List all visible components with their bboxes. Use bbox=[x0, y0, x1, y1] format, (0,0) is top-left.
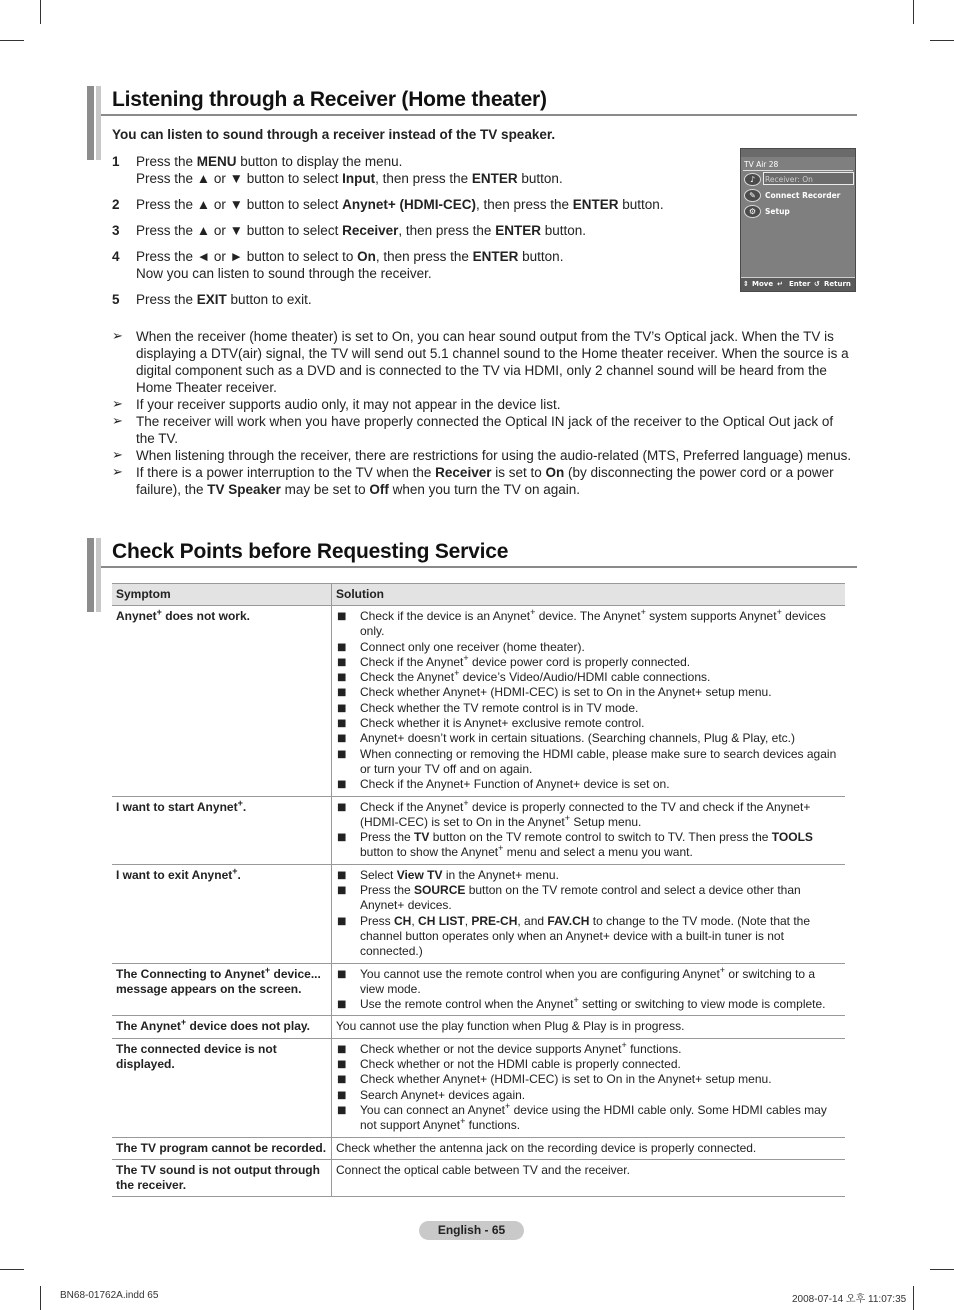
note-arrow-icon: ➢ bbox=[112, 414, 123, 429]
solution-item: ■ Press CH, CH LIST, PRE-CH, and FAV.CH to change to the TV mode. (Note that the channel button operates only when an Anynet+ device with a built-in tuner is not connected.) bbox=[337, 913, 811, 959]
step-item bbox=[112, 248, 712, 282]
section-intro: You can listen to sound through a receiver instead of the TV speaker. bbox=[112, 127, 556, 142]
solution-item: ■ Press the TV button on the TV remote control to switch to TV. Then press the TOOLS button to show the Anynet+ menu and select a menu you want. bbox=[337, 830, 813, 860]
step-number: 5 bbox=[112, 292, 120, 307]
note-item: ➢ When listening through the receiver, there are restrictions for using the audio-related (MTS, Preferred language) menus. bbox=[112, 448, 852, 463]
solution-item: ■ Press the SOURCE button on the TV remote control and select a device other than Anynet+ devices. bbox=[337, 883, 801, 913]
solution-item: ■ Check the Anynet+ device’s Video/Audio/HDMI cable connections. bbox=[337, 668, 711, 685]
crop-mark bbox=[930, 40, 954, 41]
enter-icon: ↵ bbox=[777, 280, 783, 288]
steps-list bbox=[112, 153, 712, 317]
osd-item-connect-recorder: Connect Recorder bbox=[765, 191, 841, 200]
note-item: ➢ The receiver will work when you have properly connected the Optical IN jack of the receiver to the Optical Out jack of the TV. bbox=[112, 414, 834, 446]
crop-mark bbox=[0, 1269, 24, 1270]
solution-item: ■ Connect only one receiver (home theater). bbox=[337, 639, 585, 654]
note-item: ➢ If your receiver supports audio only, it may not appear in the device list. bbox=[112, 397, 561, 412]
solution-item: ■ Check whether or not the HDMI cable is properly connected. bbox=[337, 1057, 681, 1072]
table-row bbox=[112, 606, 845, 797]
bullet-icon: ■ bbox=[337, 656, 347, 668]
solution-item: ■ Search Anynet+ devices again. bbox=[337, 1087, 526, 1102]
column-header-solution: Solution bbox=[332, 584, 846, 606]
print-timestamp: 2008-07-14 오후 11:07:35 bbox=[792, 1294, 907, 1305]
symptom-cell: The Connecting to Anynet+ device... message appears on the screen. bbox=[112, 963, 332, 1016]
bullet-icon: ■ bbox=[337, 1104, 347, 1116]
bullet-icon: ■ bbox=[337, 748, 347, 760]
step-line: Press the MENU button to display the menu. bbox=[136, 154, 403, 169]
solution-item: ■ Check whether the TV remote control is in TV mode. bbox=[337, 700, 639, 715]
step-item bbox=[112, 222, 712, 239]
bullet-icon: ■ bbox=[337, 672, 347, 684]
tv-menu-screenshot bbox=[740, 148, 856, 292]
step-line: Press the ▲ or ▼ button to select Input, then press the ENTER button. bbox=[136, 171, 563, 186]
step-line: Press the EXIT button to exit. bbox=[136, 292, 312, 307]
solution-item: ■ Check whether it is Anynet+ exclusive remote control. bbox=[337, 716, 645, 731]
return-icon: ↺ bbox=[814, 280, 820, 288]
check-points-table bbox=[112, 583, 845, 1197]
solution-item: ■ Check if the Anynet+ Function of Anynet+ device is set on. bbox=[337, 777, 670, 792]
bullet-icon: ■ bbox=[337, 999, 347, 1011]
table-header-row bbox=[112, 584, 845, 606]
step-line: Press the ▲ or ▼ button to select Anynet+ (HDMI-CEC), then press the ENTER button. bbox=[136, 197, 664, 212]
bullet-icon: ■ bbox=[337, 1043, 347, 1055]
bullet-icon: ■ bbox=[337, 869, 347, 881]
note-arrow-icon: ➢ bbox=[112, 329, 123, 344]
solution-item: ■ You cannot use the remote control when you are configuring Anynet+ or switching to a view mode. bbox=[337, 964, 816, 996]
step-item bbox=[112, 196, 712, 213]
step-number: 3 bbox=[112, 223, 120, 238]
step-item bbox=[112, 291, 712, 308]
bullet-icon: ■ bbox=[337, 702, 347, 714]
symptom-cell: The Anynet+ device does not play. bbox=[112, 1016, 332, 1038]
symptom-cell: The TV sound is not output through the receiver. bbox=[112, 1159, 332, 1197]
crop-mark bbox=[930, 1269, 954, 1270]
step-number: 4 bbox=[112, 249, 120, 264]
symptom-cell: The connected device is not displayed. bbox=[112, 1038, 332, 1137]
note-arrow-icon: ➢ bbox=[112, 465, 123, 480]
notes-list bbox=[112, 328, 854, 498]
column-header-symptom: Symptom bbox=[112, 584, 332, 606]
solution-cell: You cannot use the play function when Plug & Play is in progress. bbox=[332, 1016, 846, 1038]
crop-mark bbox=[913, 0, 914, 24]
solution-cell bbox=[332, 963, 846, 1016]
symptom-cell: The TV program cannot be recorded. bbox=[112, 1137, 332, 1159]
symptom-cell: I want to start Anynet+. bbox=[112, 796, 332, 864]
crop-mark bbox=[40, 1286, 41, 1310]
solution-item: ■ Check whether Anynet+ (HDMI-CEC) is set to On in the Anynet+ setup menu. bbox=[337, 1072, 772, 1087]
solution-cell bbox=[332, 606, 846, 797]
section-title: Listening through a Receiver (Home theater) bbox=[112, 88, 547, 111]
bullet-icon: ■ bbox=[337, 801, 347, 813]
step-line: Press the ▲ or ▼ button to select Receiver, then press the ENTER button. bbox=[136, 223, 586, 238]
bullet-icon: ■ bbox=[337, 885, 347, 897]
recorder-icon: ✎ bbox=[744, 189, 761, 202]
table-row bbox=[112, 864, 845, 963]
solution-cell bbox=[332, 1038, 846, 1137]
bullet-icon: ■ bbox=[337, 733, 347, 745]
table-row bbox=[112, 1038, 845, 1137]
table-row bbox=[112, 1159, 845, 1197]
bullet-icon: ■ bbox=[337, 687, 347, 699]
speaker-icon: ♪ bbox=[744, 173, 761, 186]
note-arrow-icon: ➢ bbox=[112, 397, 123, 412]
page-number: English - 65 bbox=[419, 1221, 524, 1240]
note-arrow-icon: ➢ bbox=[112, 448, 123, 463]
osd-footer bbox=[741, 277, 855, 291]
solution-item: ■ You can connect an Anynet+ device using the HDMI cable only. Some HDMI cables may not support Anynet+ functions. bbox=[337, 1100, 827, 1133]
solution-item: ■ Check if the Anynet+ device is properly connected to the TV and check if the Anynet+ (HDMI-CEC) is set to On in the Anynet+ Setup menu. bbox=[337, 797, 811, 829]
bullet-icon: ■ bbox=[337, 641, 347, 653]
bullet-icon: ■ bbox=[337, 1074, 347, 1086]
osd-item-setup: Setup bbox=[765, 207, 790, 216]
bullet-icon: ■ bbox=[337, 718, 347, 730]
osd-return: Return bbox=[824, 280, 851, 288]
step-number: 1 bbox=[112, 154, 120, 169]
solution-item: ■ Check whether or not the device supports Anynet+ functions. bbox=[337, 1039, 682, 1056]
bullet-icon: ■ bbox=[337, 832, 347, 844]
gear-icon: ⚙ bbox=[744, 205, 761, 218]
osd-item-receiver: Receiver: On bbox=[765, 175, 813, 184]
solution-item: ■ Anynet+ doesn’t work in certain situations. (Searching channels, Plug & Play, etc.) bbox=[337, 731, 796, 746]
solution-item: ■ Check if the device is an Anynet+ device. The Anynet+ system supports Anynet+ devices only. bbox=[337, 607, 826, 639]
step-line: Now you can listen to sound through the receiver. bbox=[136, 266, 432, 281]
note-item: ➢ When the receiver (home theater) is set to On, you can hear sound output from the TV’s Optical jack. When the TV is displaying a DTV(air) signal, the TV will send out 5.1 channel sound to the Home theater receiver. When the source is a digital component such as a DVD and is connected to the TV via HDMI, only 2 channel sound will be heard from the Home Theater receiver. bbox=[112, 329, 849, 395]
bullet-icon: ■ bbox=[337, 611, 347, 622]
table-row bbox=[112, 1016, 845, 1038]
symptom-cell: I want to exit Anynet+. bbox=[112, 864, 332, 963]
table-row bbox=[112, 1137, 845, 1159]
print-file-name: BN68-01762A.indd 65 bbox=[60, 1290, 159, 1301]
solution-item: ■ Check if the Anynet+ device power cord is properly connected. bbox=[337, 652, 691, 669]
osd-enter: Enter bbox=[789, 280, 811, 288]
bullet-icon: ■ bbox=[337, 915, 347, 927]
solution-cell: Check whether the antenna jack on the recording device is properly connected. bbox=[332, 1137, 846, 1159]
step-item bbox=[112, 153, 712, 187]
table-row bbox=[112, 796, 845, 864]
note-item: ➢ If there is a power interruption to the TV when the Receiver is set to On (by disconnecting the power cord or a power failure), the TV Speaker may be set to Off when you turn the TV on again. bbox=[112, 465, 834, 497]
crop-mark bbox=[40, 0, 41, 24]
section-title: Check Points before Requesting Service bbox=[112, 540, 509, 563]
osd-move: Move bbox=[752, 280, 774, 288]
step-line: Press the ◄ or ► button to select to On, then press the ENTER button. bbox=[136, 249, 564, 264]
solution-item: ■ Check whether Anynet+ (HDMI-CEC) is set to On in the Anynet+ setup menu. bbox=[337, 685, 772, 700]
solution-item: ■ Use the remote control when the Anynet+ setting or switching to view mode is complete. bbox=[337, 995, 826, 1012]
solution-cell: Connect the optical cable between TV and the receiver. bbox=[332, 1159, 846, 1197]
bullet-icon: ■ bbox=[337, 968, 347, 980]
crop-mark bbox=[0, 40, 24, 41]
table-row bbox=[112, 963, 845, 1016]
solution-item: ■ When connecting or removing the HDMI cable, please make sure to search devices again or turn your TV off and on again. bbox=[337, 746, 837, 776]
solution-item: ■ Select View TV in the Anynet+ menu. bbox=[337, 867, 559, 882]
move-icon: ⇕ bbox=[743, 280, 749, 288]
osd-title: TV Air 28 bbox=[744, 160, 779, 169]
solution-cell bbox=[332, 864, 846, 963]
bullet-icon: ■ bbox=[337, 1059, 347, 1071]
solution-cell bbox=[332, 796, 846, 864]
bullet-icon: ■ bbox=[337, 779, 347, 791]
crop-mark bbox=[913, 1286, 914, 1310]
bullet-icon: ■ bbox=[337, 1089, 347, 1101]
symptom-cell: Anynet+ does not work. bbox=[112, 606, 332, 797]
step-number: 2 bbox=[112, 197, 120, 212]
